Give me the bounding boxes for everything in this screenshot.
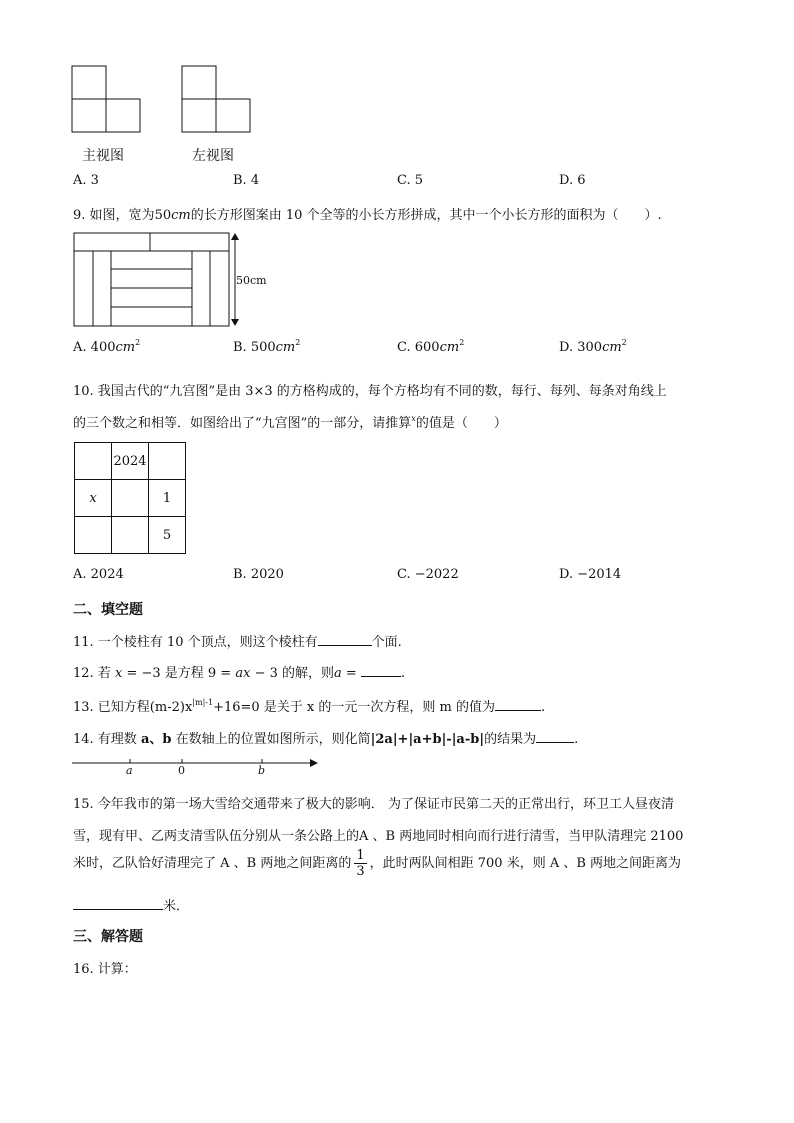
q8-option-d[interactable]: D. 6 [559,173,586,188]
q9-text-a: 如图，宽为 [89,208,155,223]
q9-text-b: 的长方形图案由 10 个全等的小长方形拼成，其中一个小长方形的面积为（ ）. [190,208,662,223]
q15-line1: 15. 今年我市的第一场大雪给交通带来了极大的影响． 为了保证市民第二天的正常出行，环卫工人昼夜清 [73,797,674,812]
q10-option-a[interactable]: A. 2024 [73,567,124,582]
grid-cell [112,480,149,517]
q9-number: 9. [73,208,86,223]
q8-option-c[interactable]: C. 5 [397,173,424,188]
q11: 11. 一个棱柱有 10 个顶点，则这个棱柱有 个面. [73,635,402,650]
q9-dimension-label: 50cm [236,274,267,287]
q9-stem [73,204,662,223]
q13-answer-blank[interactable] [495,699,541,711]
q9-option-a[interactable]: A. $400cm^2$ [73,338,141,355]
q8-options [73,173,773,191]
q10-option-d[interactable]: D. −2014 [559,567,622,582]
magic-square-grid [74,442,186,554]
q10-option-b[interactable]: B. 2020 [233,567,284,582]
q15-line4: 米． [73,895,189,914]
q12-answer-blank[interactable] [361,665,401,677]
q15-fraction: $\frac{1}{3}$ [356,848,365,879]
front-view [72,66,140,132]
q10-line2: 的三个数之和相等．如图给出了“九宫图”的一部分，请推算$^x$的值是（ ） [73,414,507,431]
number-line-label-b: b [258,764,266,777]
q12: 12. 若 x = −3 是方程 9 = ax − 3 的解，则a = . [73,666,406,681]
q15-line2: 雪，现有甲、乙两支清雪队伍分别从一条公路上的A 、B 两地同时相向而行进行清雪，当甲队清理完 2100 [73,829,684,844]
q8-views-figure [70,64,255,136]
q13: 13. 已知方程$(m-2)x^{|m|-1}+16=0$ 是关于 x 的一元一次方程，则 m 的值为 . [73,698,546,715]
grid-row [75,480,186,517]
grid-cell: x [75,480,112,517]
q9-rectangle-figure [72,231,252,331]
q14: 14. 有理数 a、b 在数轴上的位置如图所示，则化简|2a|+|a+b|-|a-b|的结果为 . [73,732,579,747]
number-line-label-zero: 0 [178,764,185,777]
q9-option-c[interactable]: C. $600cm^2$ [397,338,465,355]
grid-row [75,443,186,480]
q10-option-c[interactable]: C. −2022 [397,567,459,582]
grid-cell: 1 [149,480,186,517]
grid-cell: 2024 [112,443,149,480]
q10-line1: 10. 我国古代的“九宫图”是由 3×3 的方格构成的，每个方格均有不同的数，每行、每列、每条对角线上 [73,384,667,399]
grid-cell [75,517,112,554]
q15-line3: 米时，乙队恰好清理完了 A 、B 两地之间距离的 $\frac{1}{3}$ ，此时两队间相距 700 米，则 A 、B 两地之间距离为 [73,848,682,879]
front-view-label: 主视图 [82,148,124,164]
q11-answer-blank[interactable] [318,634,372,646]
section-heading-solutions: 三、解答题 [73,929,143,945]
grid-cell: 5 [149,517,186,554]
q9-option-b[interactable]: B. $500cm^2$ [233,338,301,355]
q8-option-b[interactable]: B. 4 [233,173,260,188]
q10-options [73,567,773,585]
q8-option-a[interactable]: A. 3 [73,173,99,188]
q14-answer-blank[interactable] [536,731,574,743]
left-view [182,66,250,132]
q9-option-d[interactable]: D. $300cm^2$ [559,338,627,355]
q9-width-unit: cm [171,208,191,223]
grid-cell [149,443,186,480]
number-line-label-a: a [126,764,133,777]
q15-answer-blank[interactable] [73,898,163,910]
grid-row [75,517,186,554]
q9-options [73,340,773,358]
grid-cell [112,517,149,554]
grid-cell [75,443,112,480]
q16: 16. 计算： [73,962,137,977]
section-heading-fill-in: 二、填空题 [73,602,143,618]
left-view-label: 左视图 [192,148,234,164]
q10-var: x [411,414,416,423]
q9-width-value: 50 [154,208,172,223]
number-line [70,755,320,781]
